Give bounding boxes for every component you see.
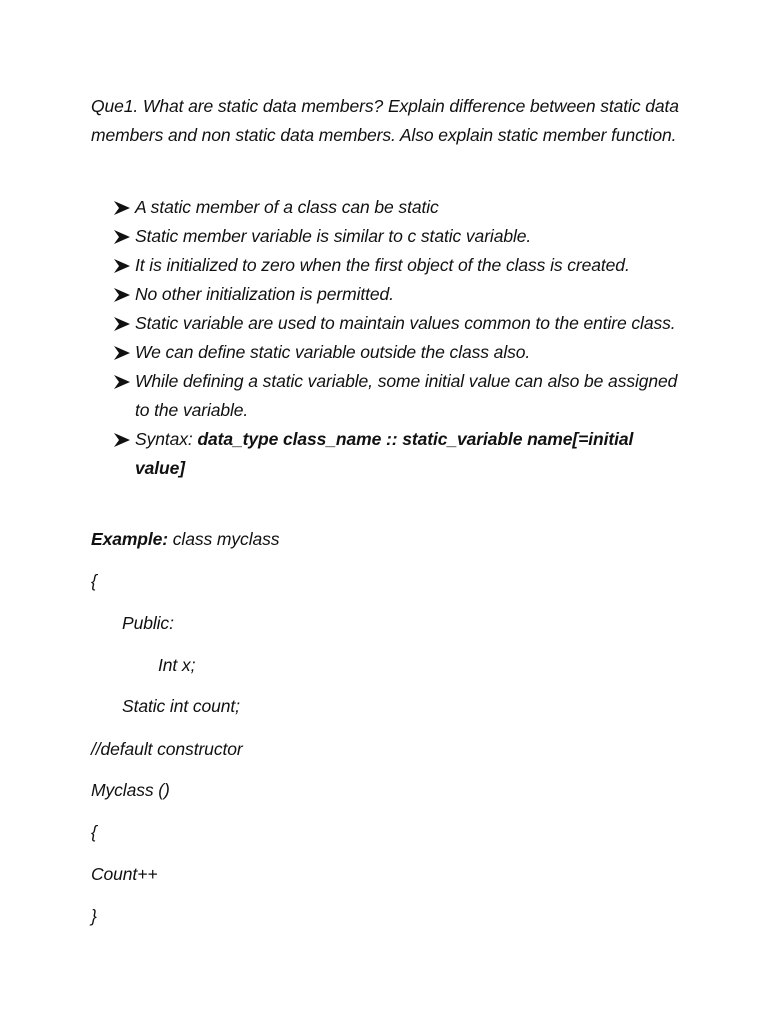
bullet-item: [113, 338, 683, 367]
bullet-text: Static member variable is similar to c static variable.: [135, 226, 532, 246]
example-line: [91, 527, 279, 551]
syntax-label: Syntax:: [135, 429, 198, 449]
code-line: Static int count;: [122, 696, 240, 716]
example-class-declaration: class myclass: [168, 529, 280, 549]
code-line: {: [91, 571, 97, 591]
code-line: {: [91, 822, 97, 842]
code-line: Myclass (): [91, 780, 170, 800]
bullet-text: While defining a static variable, some initial value can also be assigned to the variable.: [135, 371, 678, 420]
bullet-item: [113, 222, 683, 251]
bullet-item: [113, 309, 683, 338]
question-heading: Que1. What are static data members? Explain difference between static data members and non static data members. Also explain static member function.: [91, 96, 679, 145]
bullet-item: [113, 193, 683, 222]
arrowhead-bullet-icon: [113, 433, 131, 447]
bullet-text: Static variable are used to maintain values common to the entire class.: [135, 313, 676, 333]
syntax-item: [113, 425, 683, 483]
arrowhead-bullet-icon: [113, 201, 131, 215]
bullet-item: [113, 251, 683, 280]
arrowhead-bullet-icon: [113, 317, 131, 331]
arrowhead-bullet-icon: [113, 346, 131, 360]
arrowhead-bullet-icon: [113, 230, 131, 244]
arrowhead-bullet-icon: [113, 375, 131, 389]
code-line: Count++: [91, 864, 158, 884]
syntax-value: data_type class_name :: static_variable name[=initial value]: [135, 429, 634, 478]
bullet-list: [113, 193, 683, 483]
bullet-item: [113, 367, 683, 425]
example-label: Example:: [91, 529, 169, 549]
code-line: }: [91, 906, 97, 926]
bullet-text: We can define static variable outside the class also.: [135, 342, 531, 362]
code-line: Public:: [122, 613, 174, 633]
bullet-text: It is initialized to zero when the first object of the class is created.: [135, 255, 630, 275]
arrowhead-bullet-icon: [113, 259, 131, 273]
bullet-text: No other initialization is permitted.: [135, 284, 394, 304]
arrowhead-bullet-icon: [113, 288, 131, 302]
bullet-item: [113, 280, 683, 309]
code-comment: //default constructor: [91, 739, 243, 759]
bullet-text: A static member of a class can be static: [135, 197, 439, 217]
code-line: Int x;: [158, 655, 196, 675]
